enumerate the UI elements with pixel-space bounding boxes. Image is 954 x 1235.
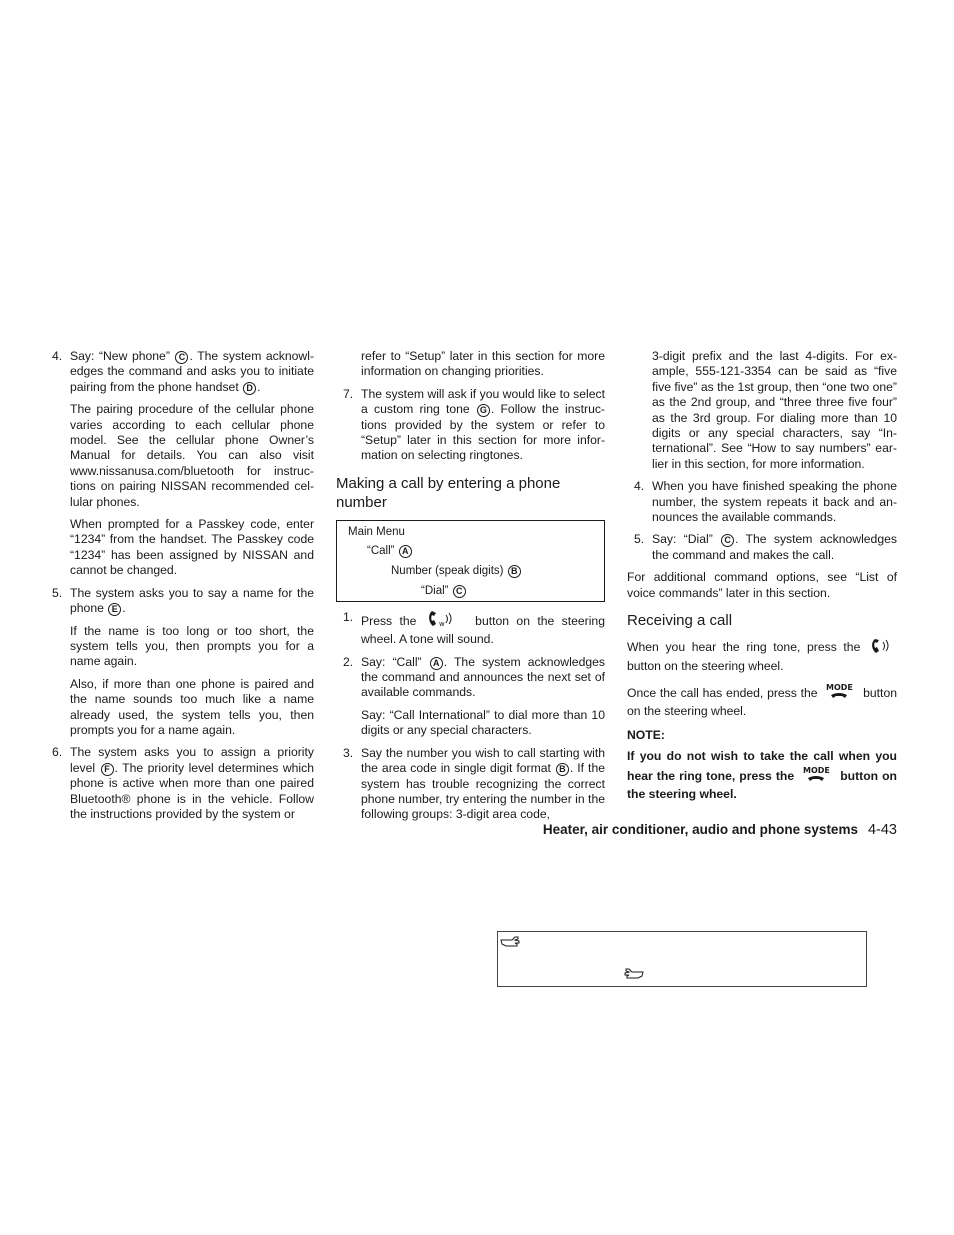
menu-level-3: Number (speak digits) B bbox=[391, 564, 522, 579]
paragraph: If the name is too long or too short, the system tells you, then prompts you for a name again. bbox=[70, 623, 314, 669]
list-item: 5. Say: “Dial” C . The system acknowledges the command and makes the call. bbox=[634, 532, 897, 562]
paragraph: When prompted for a Passkey code, enter “1234” from the handset. The Passkey code “1234” has been assigned by NISSAN and cannot be changed. bbox=[70, 517, 314, 578]
callout-a: A bbox=[399, 545, 412, 558]
column-middle bbox=[336, 349, 605, 830]
paragraph: For additional command options, see “List of voice commands” later in this section. bbox=[627, 570, 897, 600]
list-number: 7. bbox=[343, 386, 354, 401]
list-item: 4. Say: “New phone” C . The system acknowl-edges the command and asks you to initiate pairing from the phone handset D . bbox=[52, 349, 314, 394]
list-number: 3. bbox=[343, 745, 354, 760]
list-number: 4. bbox=[634, 479, 645, 494]
pointing-hand-icon bbox=[624, 966, 644, 985]
reference-box bbox=[497, 931, 867, 987]
section-title: Heater, air conditioner, audio and phone systems bbox=[542, 822, 858, 837]
column-left bbox=[52, 349, 314, 829]
paragraph: When you hear the ring tone, press the button on the steering wheel. bbox=[627, 638, 897, 674]
list-item: 1. Press the w button on the steering wheel. A tone will sound. bbox=[343, 609, 605, 647]
callout-b: B bbox=[508, 565, 521, 578]
section-heading: Making a call by entering a phone number bbox=[336, 474, 561, 511]
callout-b: B bbox=[556, 763, 569, 776]
list-item: 2. Say: “Call” A . The system acknowledges the command and announces the next set of available commands. bbox=[343, 654, 606, 700]
callout-g: G bbox=[477, 404, 490, 417]
callout-c: C bbox=[175, 351, 188, 364]
paragraph: refer to “Setup” later in this section for more information on changing priorities. bbox=[361, 349, 605, 379]
paragraph: Once the call has ended, press the MODE button on the steering wheel. bbox=[627, 682, 897, 719]
list-number: 6. bbox=[52, 745, 63, 760]
page-footer bbox=[470, 822, 897, 838]
page-number: 4-43 bbox=[867, 822, 897, 838]
menu-tree-box bbox=[336, 520, 605, 602]
callout-c: C bbox=[721, 534, 734, 547]
paragraph: Say: “Call International” to dial more than 10 digits or any special characters. bbox=[361, 707, 605, 738]
paragraph: The pairing procedure of the cellular phone varies according to each cellular phone model. See the cellular phone Owner’s Manual for details. You can also visit www.nissanusa.com/bluetooth for instruc-tions on pairing NISSAN recommended cel-lular phones. bbox=[70, 402, 314, 509]
list-number: 1. bbox=[343, 609, 354, 624]
callout-a: A bbox=[430, 657, 443, 670]
list-item: 7. The system will ask if you would like to select a custom ring tone G . Follow the instruc-tions provided by the system or refer to “Setup” later in this section for more infor-mation on selecting ringtones. bbox=[343, 386, 605, 463]
column-right bbox=[627, 349, 897, 810]
callout-c: C bbox=[453, 585, 466, 598]
list-item: 5. The system asks you to say a name for the phone E . bbox=[52, 585, 314, 616]
phone-talk-icon bbox=[426, 610, 466, 632]
menu-level-4: “Dial” C bbox=[421, 584, 467, 599]
list-item: 4. When you have finished speaking the phone number, the system repeats it back and an-nounces the available commands. bbox=[634, 479, 897, 525]
svg-text:w: w bbox=[438, 619, 445, 628]
note-heading: NOTE: bbox=[627, 727, 665, 742]
svg-text:MODE: MODE bbox=[803, 765, 831, 775]
callout-e: E bbox=[108, 603, 121, 616]
phone-talk-icon bbox=[869, 638, 895, 658]
list-number: 5. bbox=[634, 532, 645, 547]
note-text: If you do not wish to take the call when you hear the ring tone, press the MODE button on the steering wheel. bbox=[627, 749, 898, 801]
menu-level-1: Main Menu bbox=[348, 525, 405, 538]
list-item: 3. Say the number you wish to call starting with the area code in single digit format B . If the system has trouble recognizing the correct phone number, try entering the number in the following groups: 3-digit area code, bbox=[343, 745, 605, 822]
callout-d: D bbox=[243, 382, 256, 395]
paragraph: Also, if more than one phone is paired and the name sounds too much like a name already used, the system tells you, then prompts you for a name again. bbox=[70, 676, 314, 737]
mode-hangup-icon bbox=[800, 765, 834, 787]
mode-hangup-icon bbox=[823, 682, 857, 704]
menu-level-2: “Call” A bbox=[367, 544, 413, 559]
list-number: 4. bbox=[52, 349, 63, 363]
list-number: 5. bbox=[52, 585, 63, 600]
paragraph: 3-digit prefix and the last 4-digits. For ex-ample, 555-121-3354 can be said as “five five five” as the 1st group, then “one two one” as the 2nd group, and “three three five four” as the 3rd group. For dialing more than 10 digits or any special characters, say “In-ternational”. See “How to say numbers” ear-lier in this section, for more information. bbox=[652, 349, 897, 471]
list-number: 2. bbox=[343, 654, 354, 669]
list-item: 6. The system asks you to assign a priority level F . The priority level determines which phone is active when more than one paired Bluetooth® phone is in the vehicle. Follow the instructions provided by the system or bbox=[52, 745, 314, 821]
section-heading: Receiving a call bbox=[627, 612, 733, 630]
svg-text:MODE: MODE bbox=[826, 682, 854, 692]
callout-f: F bbox=[101, 763, 114, 776]
pointing-hand-icon bbox=[500, 934, 520, 953]
